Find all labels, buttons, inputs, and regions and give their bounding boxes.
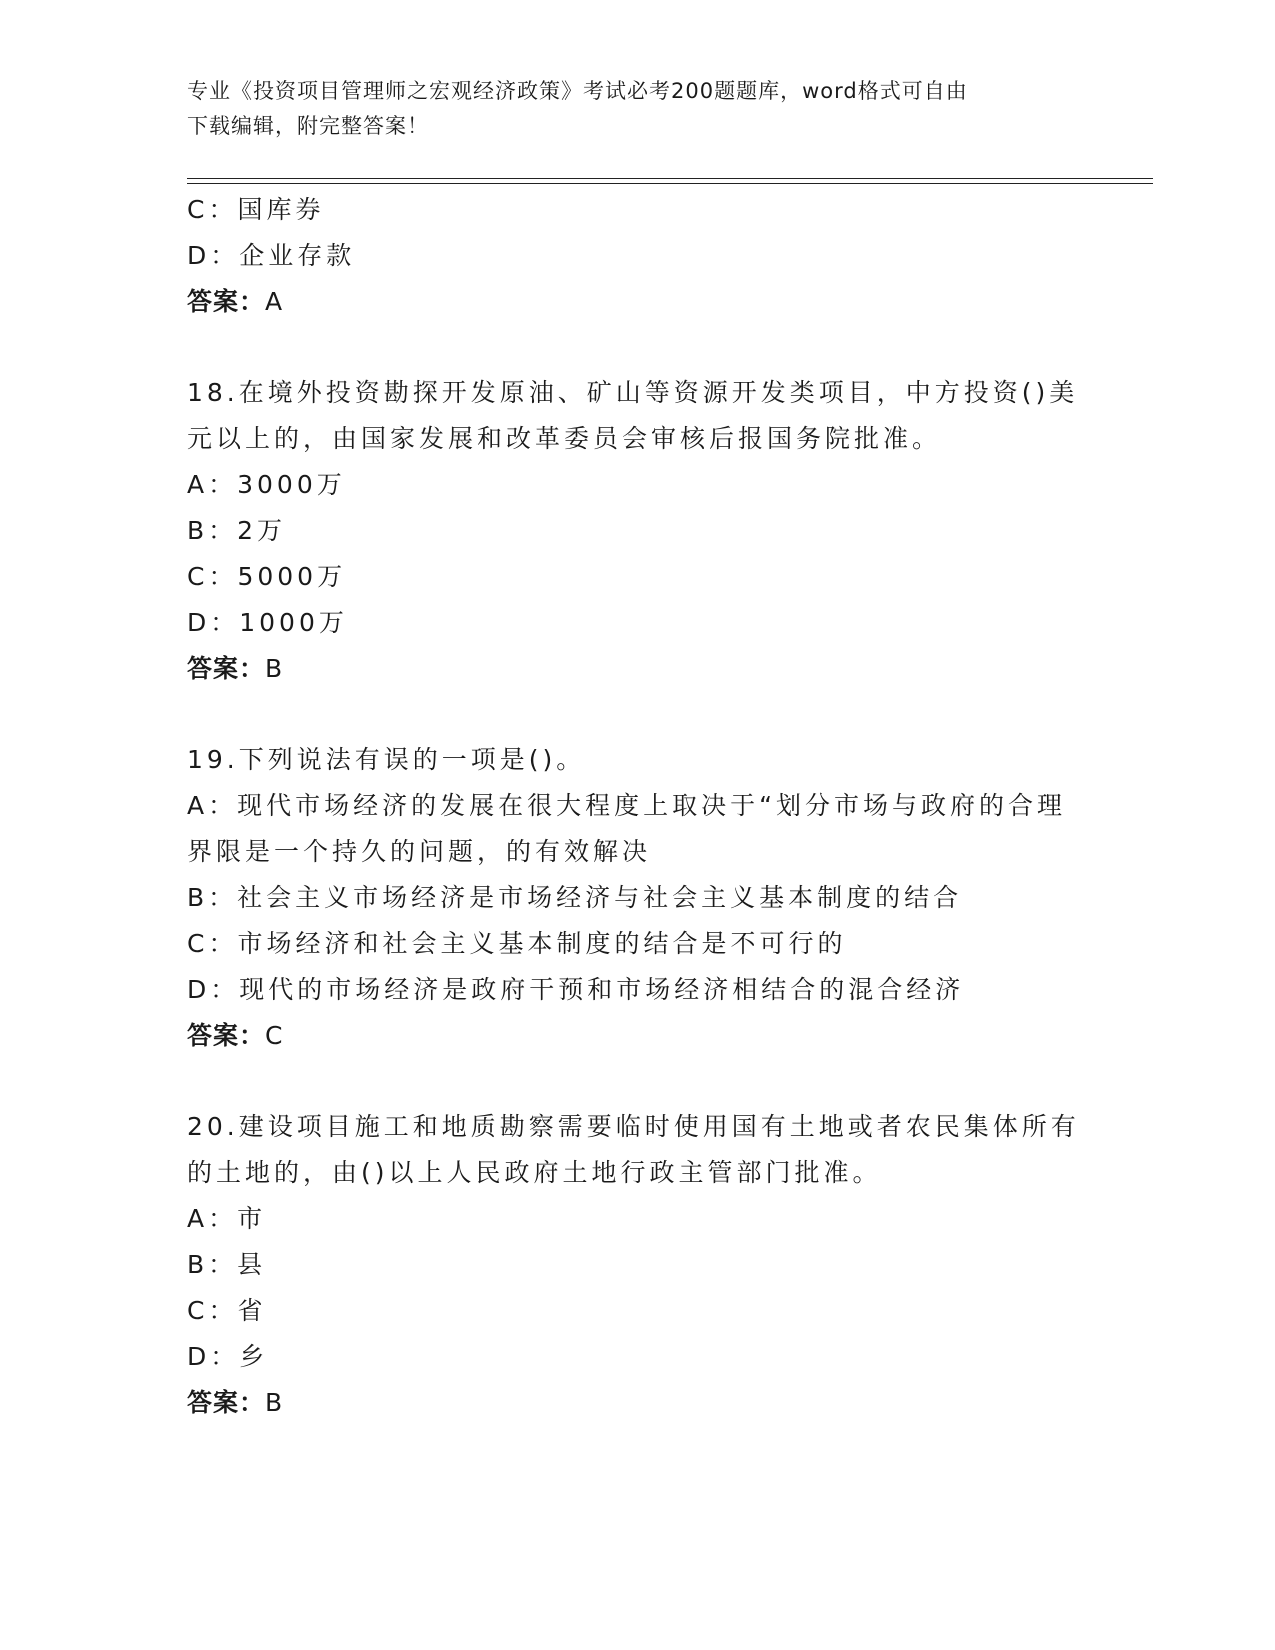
- option-c: C：市场经济和社会主义基本制度的结合是不可行的: [187, 929, 847, 958]
- answer-line: [187, 279, 1087, 325]
- option-d: D：现代的市场经济是政府干预和市场经济相结合的混合经济: [187, 975, 965, 1004]
- answer-value: B: [265, 1388, 284, 1417]
- option-c: C：5000万: [187, 562, 347, 591]
- option-b: B：2万: [187, 516, 287, 545]
- option-c: C：省: [187, 1296, 267, 1325]
- option-d: D：1000万: [187, 608, 348, 637]
- document-header: [187, 74, 1087, 144]
- prev-question: [187, 187, 1087, 325]
- answer-line: [187, 1013, 1087, 1059]
- answer-label: 答案：: [187, 654, 266, 683]
- option-c: C：国库券: [187, 195, 325, 224]
- header-line-2: 下载编辑，附完整答案！: [187, 114, 429, 138]
- answer-value: B: [265, 654, 284, 683]
- option-d: D：企业存款: [187, 241, 356, 270]
- option-d: D：乡: [187, 1342, 269, 1371]
- option-a-continued: 界限是一个持久的问题，的有效解决: [187, 837, 652, 866]
- answer-line: [187, 646, 1087, 692]
- answer-value: C: [265, 1021, 284, 1050]
- question-stem-line-1: 19.下列说法有误的一项是()。: [187, 745, 586, 774]
- answer-value: A: [265, 287, 284, 316]
- option-b: B：社会主义市场经济是市场经济与社会主义基本制度的结合: [187, 883, 963, 912]
- question-20: [187, 1104, 1087, 1426]
- question-stem-line-1: 18.在境外投资勘探开发原油、矿山等资源开发类项目，中方投资()美: [187, 378, 1079, 407]
- header-line-1: 专业《投资项目管理师之宏观经济政策》考试必考200题题库，word格式可自由: [187, 79, 968, 103]
- header-divider-top: [187, 178, 1153, 179]
- option-a: A：市: [187, 1204, 267, 1233]
- option-a: A：现代市场经济的发展在很大程度上取决于“划分市场与政府的合理: [187, 791, 1067, 820]
- question-stem-line-1: 20.建设项目施工和地质勘察需要临时使用国有土地或者农民集体所有: [187, 1112, 1080, 1141]
- question-18: [187, 370, 1087, 692]
- question-19: [187, 737, 1087, 1059]
- option-a: A：3000万: [187, 470, 346, 499]
- question-content: [187, 187, 1087, 1426]
- answer-label: 答案：: [187, 287, 266, 316]
- header-divider-bottom: [187, 183, 1153, 184]
- option-b: B：县: [187, 1250, 267, 1279]
- answer-line: [187, 1380, 1087, 1426]
- question-stem-line-2: 元以上的，由国家发展和改革委员会审核后报国务院批准。: [187, 424, 942, 453]
- answer-label: 答案：: [187, 1388, 266, 1417]
- question-stem-line-2: 的土地的，由()以上人民政府土地行政主管部门批准。: [187, 1158, 882, 1187]
- answer-label: 答案：: [187, 1021, 266, 1050]
